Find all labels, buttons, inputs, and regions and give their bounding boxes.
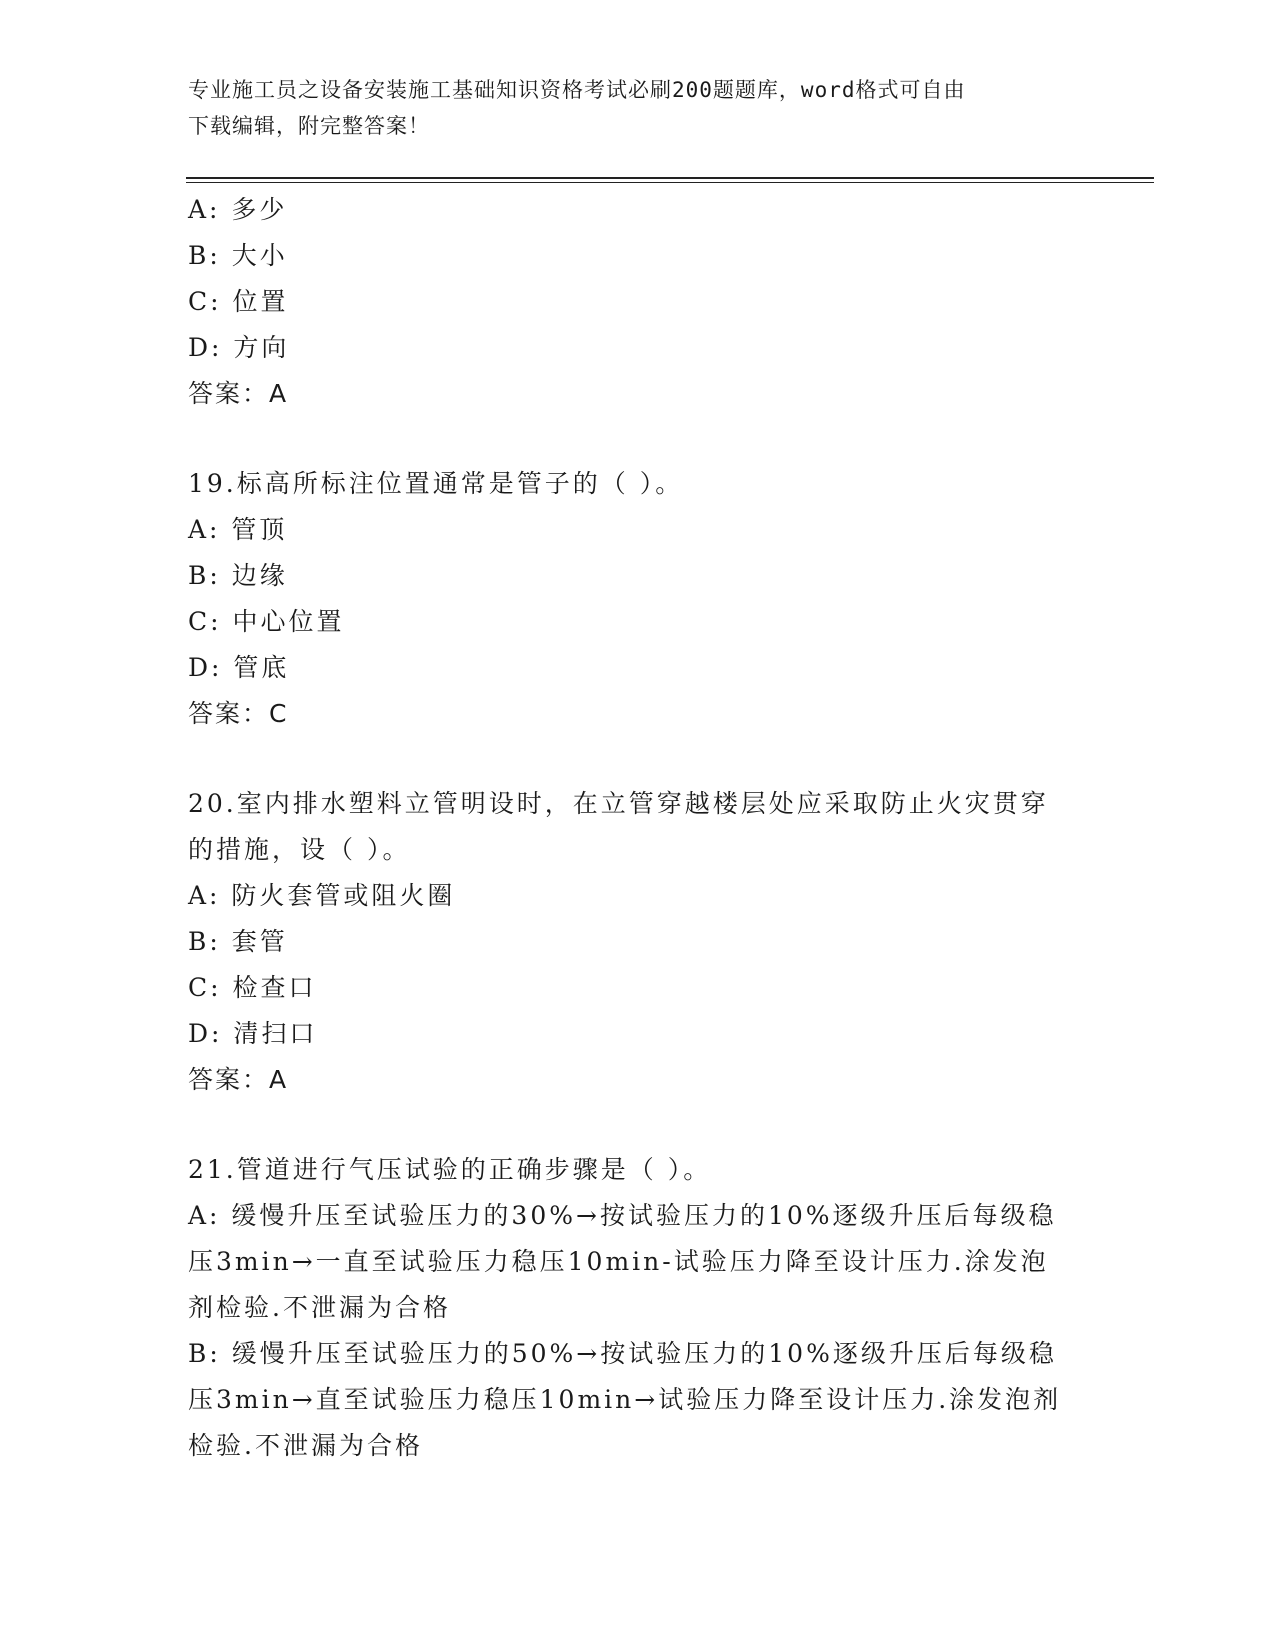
option-b-line-1: B: 缓慢升压至试验压力的50%→按试验压力的10%逐级升压后每级稳 — [188, 1339, 1057, 1368]
option-a: A: 管顶 — [188, 515, 288, 544]
option-a-line-2: 压3min→一直至试验压力稳压10min-试验压力降至设计压力.涂发泡 — [188, 1247, 1049, 1276]
option-a: A: 多少 — [188, 195, 288, 224]
question-stem: 19.标高所标注位置通常是管子的（ ）。 — [188, 469, 684, 498]
option-b: B: 边缘 — [188, 561, 288, 590]
spacer — [188, 1103, 1088, 1147]
answer-line: 答案：C — [188, 699, 289, 728]
question-stem-line-2: 的措施，设（ ）。 — [188, 835, 411, 864]
header-divider-thin — [186, 182, 1154, 183]
option-b: B: 套管 — [188, 927, 288, 956]
option-b-line-3: 检验.不泄漏为合格 — [188, 1431, 423, 1460]
option-b-line-2: 压3min→直至试验压力稳压10min→试验压力降至设计压力.涂发泡剂 — [188, 1385, 1062, 1414]
spacer — [188, 737, 1088, 781]
option-c: C: 中心位置 — [188, 607, 345, 636]
answer-line: 答案：A — [188, 1065, 289, 1094]
header-line-1: 专业施工员之设备安装施工基础知识资格考试必刷200题题库，word格式可自由 — [188, 78, 966, 102]
option-d: D: 清扫口 — [188, 1019, 318, 1048]
question-20 — [188, 781, 1088, 1103]
option-a-line-1: A: 缓慢升压至试验压力的30%→按试验压力的10%逐级升压后每级稳 — [188, 1201, 1057, 1230]
question-18-continued — [188, 187, 1088, 417]
option-a: A: 防火套管或阻火圈 — [188, 881, 456, 910]
header-divider-thick — [186, 177, 1154, 179]
document-header — [188, 72, 1068, 144]
header-line-2: 下载编辑，附完整答案！ — [188, 114, 430, 138]
spacer — [188, 417, 1088, 461]
option-a-line-3: 剂检验.不泄漏为合格 — [188, 1293, 451, 1322]
question-19 — [188, 461, 1088, 737]
answer-line: 答案：A — [188, 379, 289, 408]
question-21 — [188, 1147, 1088, 1469]
question-list — [188, 187, 1088, 1469]
question-stem: 21.管道进行气压试验的正确步骤是（ ）。 — [188, 1155, 712, 1184]
question-stem-line-1: 20.室内排水塑料立管明设时，在立管穿越楼层处应采取防止火灾贯穿 — [188, 789, 1049, 818]
option-d: D: 方向 — [188, 333, 290, 362]
option-c: C: 检查口 — [188, 973, 317, 1002]
option-c: C: 位置 — [188, 287, 289, 316]
option-b: B: 大小 — [188, 241, 288, 270]
option-d: D: 管底 — [188, 653, 290, 682]
